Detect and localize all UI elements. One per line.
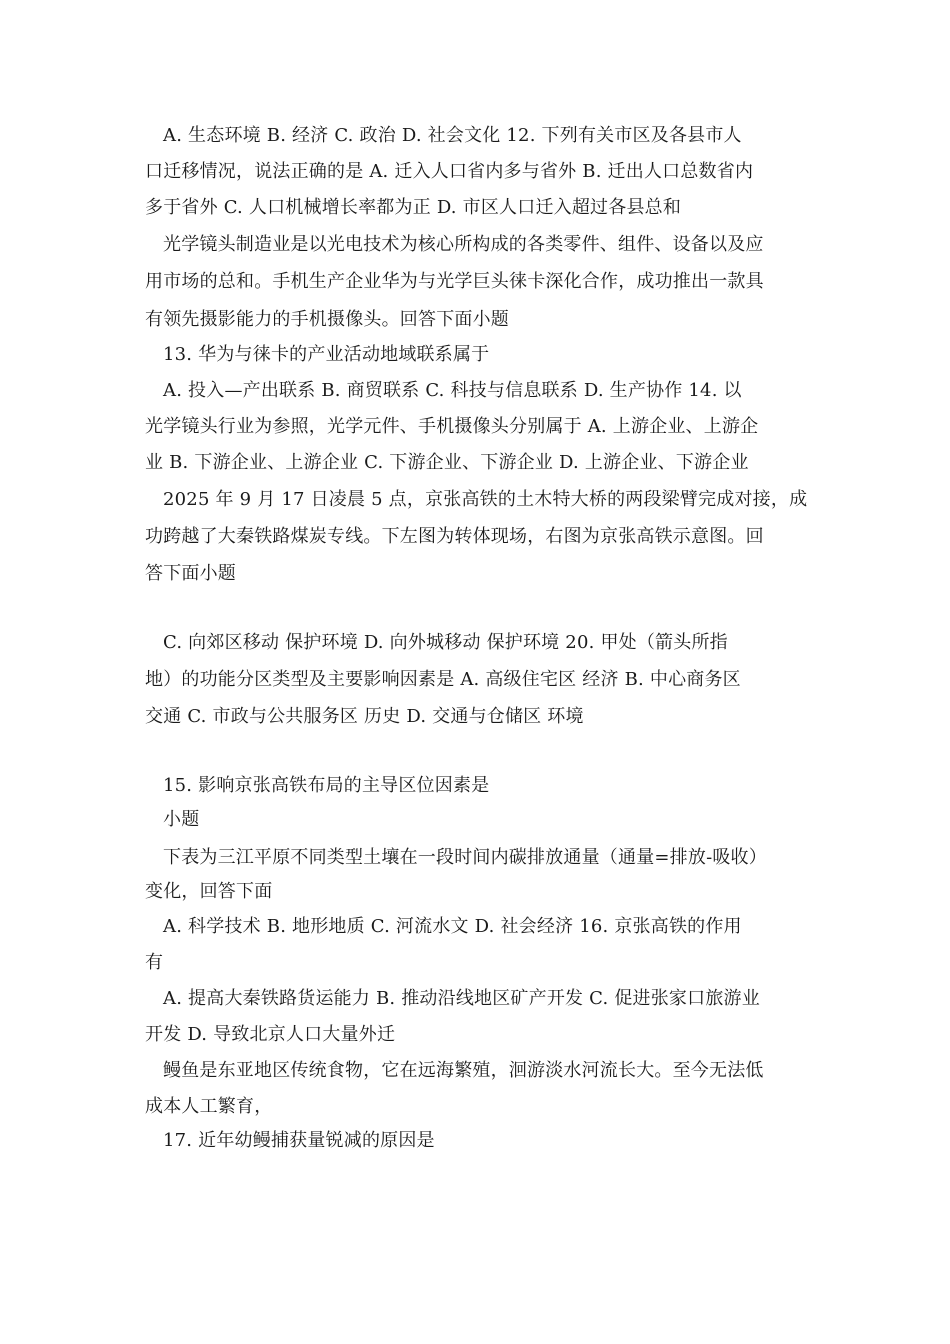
- text-line: A. 提高大秦铁路货运能力 B. 推动沿线地区矿产开发 C. 促进张家口旅游业: [163, 988, 760, 1009]
- text-line: 有: [145, 952, 164, 973]
- text-line: C. 向郊区移动 保护环境 D. 向外城移动 保护环境 20. 甲处（箭头所指: [163, 632, 728, 653]
- text-line: 2025 年 9 月 17 日凌晨 5 点，京张高铁的土木特大桥的两段梁臂完成对接，成: [163, 489, 808, 510]
- text-line: 业 B. 下游企业、上游企业 C. 下游企业、下游企业 D. 上游企业、下游企业: [145, 452, 749, 473]
- text-line: 光学镜头行业为参照，光学元件、手机摄像头分别属于 A. 上游企业、上游企: [145, 416, 759, 437]
- text-line: 鳗鱼是东亚地区传统食物，它在远海繁殖，洄游淡水河流长大。至今无法低: [163, 1060, 764, 1081]
- text-line: 13. 华为与徕卡的产业活动地域联系属于: [163, 344, 490, 365]
- text-line: 15. 影响京张高铁布局的主导区位因素是: [163, 775, 490, 796]
- text-line: 交通 C. 市政与公共服务区 历史 D. 交通与仓储区 环境: [145, 706, 584, 727]
- text-line: 答下面小题: [145, 563, 236, 584]
- text-line: 光学镜头制造业是以光电技术为核心所构成的各类零件、组件、设备以及应: [163, 234, 764, 255]
- text-line: 地）的功能分区类型及主要影响因素是 A. 高级住宅区 经济 B. 中心商务区: [145, 669, 741, 690]
- text-line: A. 投入—产出联系 B. 商贸联系 C. 科技与信息联系 D. 生产协作 14. 以: [163, 380, 742, 401]
- text-line: 17. 近年幼鳗捕获量锐减的原因是: [163, 1130, 435, 1151]
- text-line: 下表为三江平原不同类型土壤在一段时间内碳排放通量（通量=排放-吸收）: [163, 847, 767, 868]
- text-line: A. 生态环境 B. 经济 C. 政治 D. 社会文化 12. 下列有关市区及各县市人: [163, 125, 742, 146]
- text-line: 有领先摄影能力的手机摄像头。回答下面小题: [145, 309, 509, 330]
- text-line: 功跨越了大秦铁路煤炭专线。下左图为转体现场，右图为京张高铁示意图。回: [145, 526, 764, 547]
- text-line: 变化，回答下面: [145, 881, 273, 902]
- text-line: A. 科学技术 B. 地形地质 C. 河流水文 D. 社会经济 16. 京张高铁的作用: [163, 916, 742, 937]
- text-line: 口迁移情况，说法正确的是 A. 迁入人口省内多与省外 B. 迁出人口总数省内: [145, 161, 754, 182]
- text-line: 多于省外 C. 人口机械增长率都为正 D. 市区人口迁入超过各县总和: [145, 197, 682, 218]
- text-line: 小题: [163, 809, 200, 830]
- text-line: 用市场的总和。手机生产企业华为与光学巨头徕卡深化合作，成功推出一款具: [145, 271, 764, 292]
- text-line: 成本人工繁育，: [145, 1096, 273, 1117]
- text-line: 开发 D. 导致北京人口大量外迁: [145, 1024, 396, 1045]
